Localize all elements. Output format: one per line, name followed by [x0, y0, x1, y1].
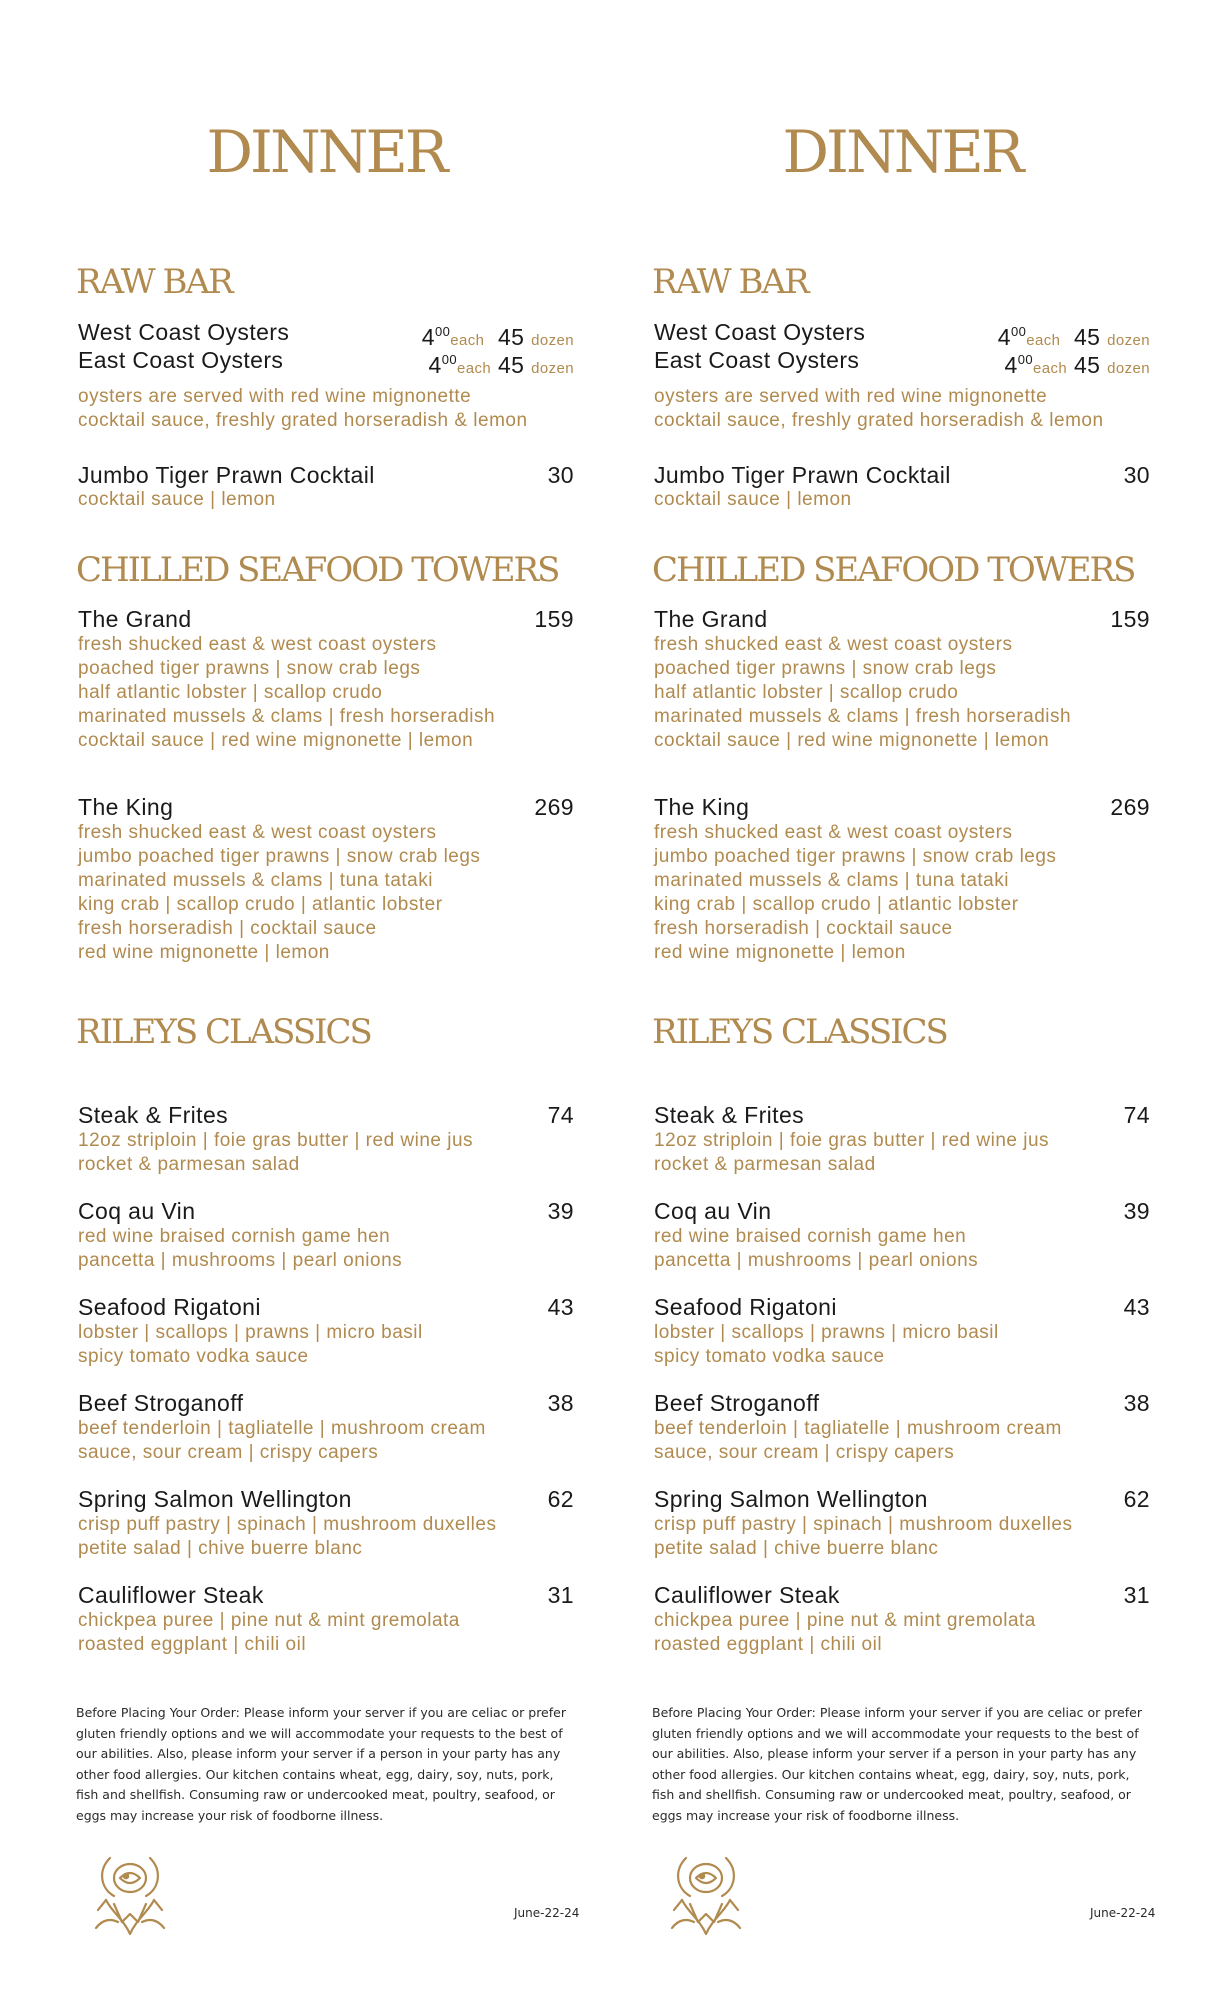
item-heading	[654, 1197, 1150, 1225]
menu-item-salmon-wellington	[654, 1485, 1150, 1561]
description-line: marinated mussels & clams | fresh horseradish	[654, 706, 1072, 727]
oyster-note: oysters are served with red wine mignonette cocktail sauce, freshly grated horseradish & lemon	[78, 386, 528, 431]
section-heading-seafood-towers: CHILLED SEAFOOD TOWERS	[652, 550, 1135, 590]
item-heading	[654, 1101, 1150, 1129]
section-heading-raw-bar: RAW BAR	[652, 262, 808, 302]
item-name: Spring Salmon Wellington	[654, 1486, 928, 1512]
description-line: sauce, sour cream | crispy capers	[78, 1442, 379, 1463]
item-price: 43	[547, 1294, 574, 1320]
description-line: roasted eggplant | chili oil	[654, 1634, 883, 1655]
item-description	[654, 821, 1150, 965]
item-description	[78, 821, 574, 965]
description-line: 12oz striploin | foie gras butter | red wine jus	[654, 1130, 1050, 1151]
description-line: pancetta | mushrooms | pearl onions	[654, 1250, 979, 1271]
description-line: spicy tomato vodka sauce	[78, 1346, 309, 1367]
description-line: chickpea puree | pine nut & mint gremolata	[654, 1610, 1036, 1631]
item-description	[654, 1321, 1150, 1369]
item-description	[654, 1225, 1150, 1273]
item-price: $4^{00}each$ 45 dozen	[1004, 352, 1150, 378]
item-heading	[78, 1485, 574, 1513]
description-line: red wine mignonette | lemon	[78, 942, 330, 963]
item-price: 39	[1123, 1198, 1150, 1224]
description-line: half atlantic lobster | scallop crudo	[78, 682, 383, 703]
item-price: 74	[547, 1102, 574, 1128]
description-line: lobster | scallops | prawns | micro basil	[78, 1322, 423, 1343]
item-description: cocktail sauce | lemon	[78, 489, 276, 510]
description-line: rocket & parmesan salad	[78, 1154, 300, 1175]
description-line: pancetta | mushrooms | pearl onions	[78, 1250, 403, 1271]
menu-item-salmon-wellington	[78, 1485, 574, 1561]
item-description	[654, 1609, 1150, 1657]
item-heading	[654, 1389, 1150, 1417]
item-name: Beef Stroganoff	[78, 1390, 244, 1416]
description-line: cocktail sauce | red wine mignonette | lemon	[78, 730, 474, 751]
menu-item-cauliflower-steak	[78, 1581, 574, 1657]
oyster-note: oysters are served with red wine mignonette cocktail sauce, freshly grated horseradish & lemon	[654, 386, 1104, 431]
item-name: Seafood Rigatoni	[654, 1294, 837, 1320]
item-name: Cauliflower Steak	[78, 1582, 264, 1608]
item-price: 62	[547, 1486, 574, 1512]
item-name: Beef Stroganoff	[654, 1390, 820, 1416]
menu-item-the-grand	[78, 605, 574, 753]
description-line: fresh horseradish | cocktail sauce	[78, 918, 377, 939]
item-heading	[654, 793, 1150, 821]
description-line: fresh horseradish | cocktail sauce	[654, 918, 953, 939]
description-line: red wine braised cornish game hen	[654, 1226, 967, 1247]
item-name: Cauliflower Steak	[654, 1582, 840, 1608]
item-heading	[654, 1293, 1150, 1321]
menu-item-the-grand	[654, 605, 1150, 753]
dinner-menu-right	[652, 0, 1172, 2000]
allergy-disclaimer: Before Placing Your Order: Please inform your server if you are celiac or prefer gluten friendly options and we will accommodate your requests to the best of our abilities. Also, please inform your server if a person in your party has any other food allergies. Our kitchen contains wheat, egg, dairy, soy, nuts, pork, fish and shellfish. Consuming raw or undercooked meat, poultry, seafood, or eggs may increase your risk of foodborne illness.	[76, 1705, 566, 1823]
item-heading	[654, 1581, 1150, 1609]
menu-item-seafood-rigatoni	[654, 1293, 1150, 1369]
menu-item-steak-frites	[654, 1101, 1150, 1177]
item-price: 31	[547, 1582, 574, 1608]
description-line: beef tenderloin | tagliatelle | mushroom cream	[654, 1418, 1062, 1439]
item-price: $4^{00}each$ 45 dozen	[421, 324, 574, 350]
description-line: crisp puff pastry | spinach | mushroom duxelles	[654, 1514, 1073, 1535]
description-line: fresh shucked east & west coast oysters	[78, 634, 437, 655]
item-description	[78, 1417, 574, 1465]
item-price: $4^{00}each$ 45 dozen	[997, 324, 1150, 350]
description-line: poached tiger prawns | snow crab legs	[78, 658, 421, 679]
item-price: 30	[547, 462, 574, 488]
item-name: The Grand	[78, 606, 192, 632]
description-line: marinated mussels & clams | tuna tataki	[78, 870, 433, 891]
description-line: poached tiger prawns | snow crab legs	[654, 658, 997, 679]
item-name: Steak & Frites	[654, 1102, 805, 1128]
section-heading-rileys-classics: RILEYS CLASSICS	[652, 1012, 947, 1052]
description-line: crisp puff pastry | spinach | mushroom duxelles	[78, 1514, 497, 1535]
item-name: West Coast Oysters	[78, 319, 290, 345]
item-name: The King	[654, 794, 750, 820]
description-line: petite salad | chive buerre blanc	[78, 1538, 363, 1559]
description-line: marinated mussels & clams | tuna tataki	[654, 870, 1009, 891]
item-price: 159	[534, 606, 574, 632]
item-description	[78, 1513, 574, 1561]
item-price: 30	[1123, 462, 1150, 488]
section-heading-raw-bar: RAW BAR	[76, 262, 232, 302]
restaurant-logo-icon	[664, 1848, 748, 1938]
item-heading	[78, 605, 574, 633]
menu-item-beef-stroganoff	[78, 1389, 574, 1465]
menu-item-coq-au-vin	[654, 1197, 1150, 1273]
dinner-menu-left	[76, 0, 596, 2000]
menu-item-beef-stroganoff	[654, 1389, 1150, 1465]
item-heading	[78, 1197, 574, 1225]
item-name: East Coast Oysters	[654, 347, 860, 373]
item-name: Coq au Vin	[78, 1198, 196, 1224]
item-name: Coq au Vin	[654, 1198, 772, 1224]
item-price: 39	[547, 1198, 574, 1224]
item-price: 74	[1123, 1102, 1150, 1128]
item-description	[654, 1129, 1150, 1177]
item-price: 269	[1110, 794, 1150, 820]
section-heading-seafood-towers: CHILLED SEAFOOD TOWERS	[76, 550, 559, 590]
description-line: jumbo poached tiger prawns | snow crab legs	[654, 846, 1057, 867]
item-description	[78, 1129, 574, 1177]
description-line: red wine braised cornish game hen	[78, 1226, 391, 1247]
item-name: Jumbo Tiger Prawn Cocktail	[654, 462, 951, 488]
menu-item-the-king	[654, 793, 1150, 965]
menu-date: June-22-24	[1090, 1906, 1156, 1920]
item-description	[78, 1609, 574, 1657]
menu-title: DINNER	[782, 118, 1022, 186]
menu-item-cauliflower-steak	[654, 1581, 1150, 1657]
menu-title: DINNER	[206, 118, 446, 186]
description-line: marinated mussels & clams | fresh horseradish	[78, 706, 496, 727]
item-name: West Coast Oysters	[654, 319, 866, 345]
restaurant-logo-icon	[88, 1848, 172, 1938]
description-line: lobster | scallops | prawns | micro basil	[654, 1322, 999, 1343]
menu-date: June-22-24	[514, 1906, 580, 1920]
description-line: cocktail sauce | red wine mignonette | lemon	[654, 730, 1050, 751]
item-description	[78, 1225, 574, 1273]
item-name: Spring Salmon Wellington	[78, 1486, 352, 1512]
item-price: 43	[1123, 1294, 1150, 1320]
item-description	[654, 633, 1150, 753]
item-description: cocktail sauce | lemon	[654, 489, 852, 510]
item-name: The Grand	[654, 606, 768, 632]
item-heading	[78, 793, 574, 821]
description-line: fresh shucked east & west coast oysters	[654, 822, 1013, 843]
item-price: $4^{00}each$ 45 dozen	[428, 352, 574, 378]
item-name: Seafood Rigatoni	[78, 1294, 261, 1320]
description-line: roasted eggplant | chili oil	[78, 1634, 307, 1655]
item-heading	[654, 605, 1150, 633]
item-heading	[78, 1581, 574, 1609]
description-line: beef tenderloin | tagliatelle | mushroom cream	[78, 1418, 486, 1439]
item-price: 38	[1123, 1390, 1150, 1416]
description-line: jumbo poached tiger prawns | snow crab legs	[78, 846, 481, 867]
description-line: red wine mignonette | lemon	[654, 942, 906, 963]
item-description	[78, 633, 574, 753]
description-line: king crab | scallop crudo | atlantic lobster	[78, 894, 443, 915]
item-name: Jumbo Tiger Prawn Cocktail	[78, 462, 375, 488]
description-line: rocket & parmesan salad	[654, 1154, 876, 1175]
item-heading	[78, 1389, 574, 1417]
description-line: fresh shucked east & west coast oysters	[654, 634, 1013, 655]
item-price: 269	[534, 794, 574, 820]
description-line: king crab | scallop crudo | atlantic lobster	[654, 894, 1019, 915]
item-price: 159	[1110, 606, 1150, 632]
menu-item-the-king	[78, 793, 574, 965]
item-heading	[654, 1485, 1150, 1513]
item-description	[654, 1417, 1150, 1465]
description-line: petite salad | chive buerre blanc	[654, 1538, 939, 1559]
item-description	[654, 1513, 1150, 1561]
item-price: 31	[1123, 1582, 1150, 1608]
menu-item-seafood-rigatoni	[78, 1293, 574, 1369]
menu-item-steak-frites	[78, 1101, 574, 1177]
allergy-disclaimer: Before Placing Your Order: Please inform your server if you are celiac or prefer gluten friendly options and we will accommodate your requests to the best of our abilities. Also, please inform your server if a person in your party has any other food allergies. Our kitchen contains wheat, egg, dairy, soy, nuts, pork, fish and shellfish. Consuming raw or undercooked meat, poultry, seafood, or eggs may increase your risk of foodborne illness.	[652, 1705, 1142, 1823]
item-price: 62	[1123, 1486, 1150, 1512]
menu-item-coq-au-vin	[78, 1197, 574, 1273]
item-name: Steak & Frites	[78, 1102, 229, 1128]
description-line: half atlantic lobster | scallop crudo	[654, 682, 959, 703]
description-line: spicy tomato vodka sauce	[654, 1346, 885, 1367]
item-price: 38	[547, 1390, 574, 1416]
item-name: The King	[78, 794, 174, 820]
description-line: chickpea puree | pine nut & mint gremolata	[78, 1610, 460, 1631]
item-description	[78, 1321, 574, 1369]
description-line: 12oz striploin | foie gras butter | red wine jus	[78, 1130, 474, 1151]
description-line: fresh shucked east & west coast oysters	[78, 822, 437, 843]
section-heading-rileys-classics: RILEYS CLASSICS	[76, 1012, 371, 1052]
item-heading	[78, 1101, 574, 1129]
description-line: sauce, sour cream | crispy capers	[654, 1442, 955, 1463]
item-name: East Coast Oysters	[78, 347, 284, 373]
item-heading	[78, 1293, 574, 1321]
